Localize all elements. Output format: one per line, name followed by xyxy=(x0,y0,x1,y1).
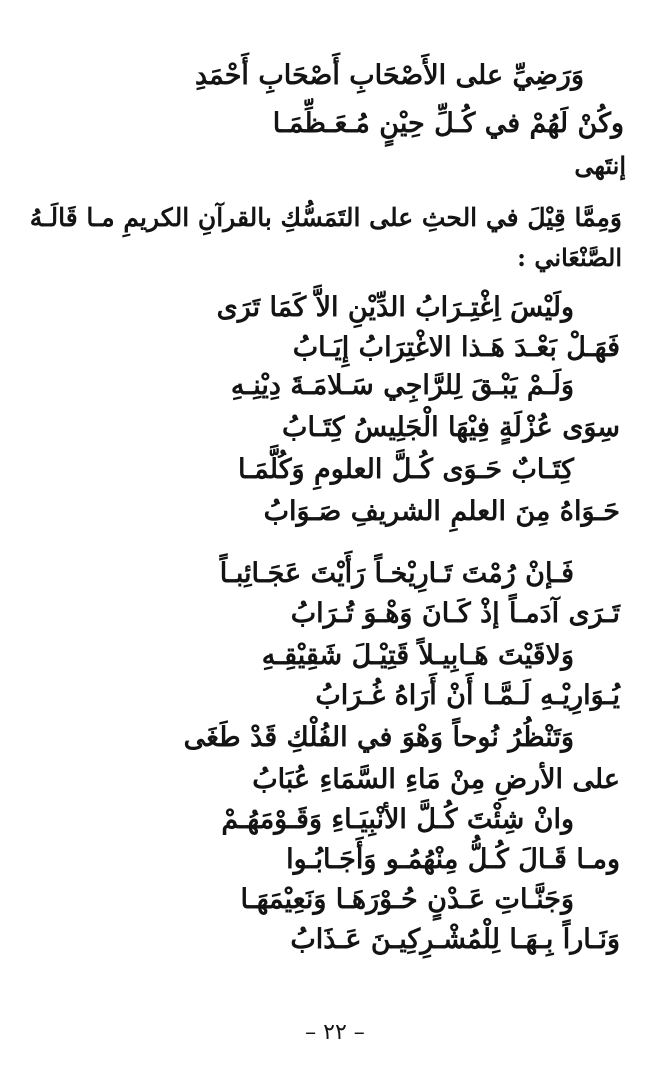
closing-word: إنتَهى xyxy=(574,151,626,180)
intro-line-1: وَمِمَّا قِيْلَ في الحثِ على التَمَسُّكِ بالقرآنِ الكريمِ مـا قَالَـهُ xyxy=(29,203,622,232)
poem-line: ولَيْسَ اِغْتِـرَابُ الدِّيْنِ الاَّ كَمَا تَرَى xyxy=(216,292,574,323)
poem-line: فَـإنْ رُمْتَ تَـارِيْخـاً رَأَيْتَ عَجَـائِبـاً xyxy=(219,558,574,589)
poem-line: فَهَـلْ بَعْـدَ هَـذا الاغْتِرَابُ إِيَـابُ xyxy=(292,332,620,363)
poem-line: وَجَنَّـاتِ عَـدْنٍ حُـوْرَهَـا وَنَعِيْمَهَـا xyxy=(240,884,574,915)
poem-line: يُـوَارِيْـهِ لَـمَّـا أَنْ أَرَاهُ غُـرَابُ xyxy=(315,680,620,711)
opening-verse-line-1: وَرَضِيِّ على الأَصْحَابِ أَصْحَابِ أَحْمَدِ xyxy=(194,60,584,91)
poem-line: وَلَـمْ يَبْـقَ لِلرَّاجِي سَـلامَـةَ دِيْنِـهِ xyxy=(230,370,574,401)
opening-verse-line-2: وكُنْ لَهُمْ في كُـلِّ حِيْنٍ مُـعَـظِّمَـا xyxy=(272,108,624,139)
poem-line: وَلاقَيْتَ هَـابِيـلاً قَتِيْـلَ شَقِيْقِـهِ xyxy=(261,640,574,671)
poem-line: حَـوَاهُ مِنَ العلمِ الشريفِ صَـوَابُ xyxy=(263,496,620,527)
poem-line: سِوَى عُزْلَةٍ فِيْهَا الْجَلِيسُ كِتَـابُ xyxy=(282,412,620,443)
poem-line: تَـرَى آدَمـاً إذْ كَـانَ وَهْـوَ تُـرَابُ xyxy=(290,598,620,629)
poem-line: وَتَنْظُرُ نُوحاً وَهْوَ في الفُلْكِ قَدْ طَغَى xyxy=(183,722,574,753)
poem-line: وانْ شِئْتَ كُـلَّ الأنْبِيَـاءِ وَقَـوْمَهُـمْ xyxy=(221,804,574,835)
intro-line-2: الصَّنْعَاني : xyxy=(517,243,622,272)
poem-line: كِتَـابٌ حَـوَى كُـلَّ العلومِ وَكُلَّمَـا xyxy=(238,454,574,485)
page-number: – ٢٢ – xyxy=(305,1020,365,1045)
poem-line: ومـا قَـالَ كُـلُّ مِنْهُمُـو وَأَجَـابُـوا xyxy=(286,844,620,875)
poem-line: وَنَـاراً بِـهَـا لِلْمُشْـرِكِيـنَ عَـذَابُ xyxy=(290,924,620,955)
poem-line: على الأرضِ مِنْ مَاءِ السَّمَاءِ عُبَابُ xyxy=(252,764,620,795)
